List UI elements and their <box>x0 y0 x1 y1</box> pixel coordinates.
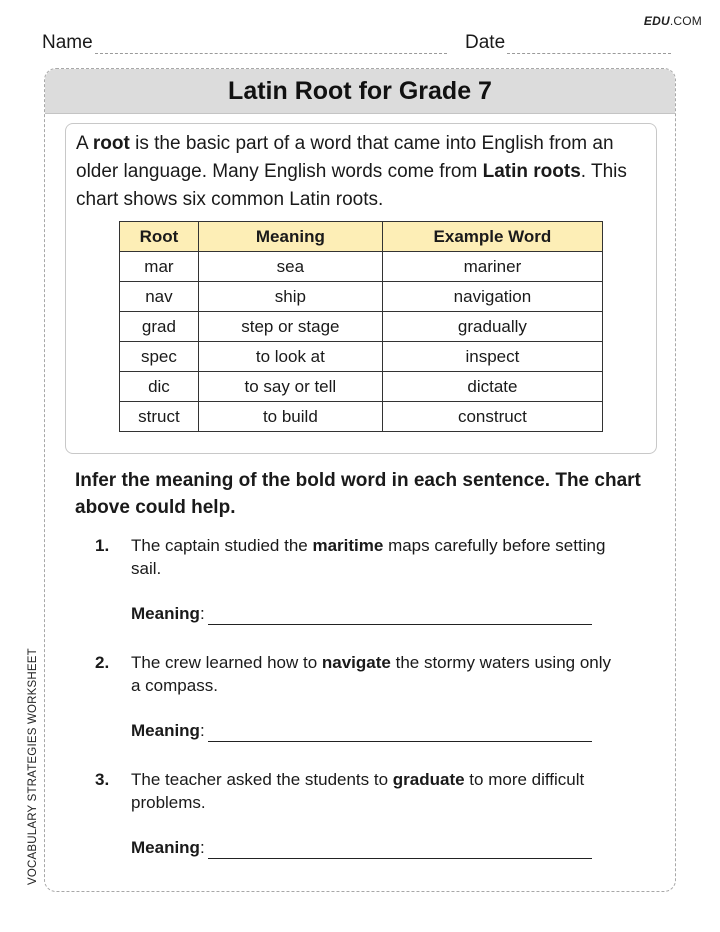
question-number: 1. <box>95 536 110 555</box>
meaning-label: Meaning <box>131 604 200 623</box>
table-header-row <box>120 222 603 252</box>
table-cell: mar <box>120 252 199 282</box>
side-label: VOCABULARY STRATEGIES WORKSHEET <box>27 648 39 885</box>
table-cell: to look at <box>198 342 382 372</box>
worksheet-card <box>44 68 676 892</box>
header-fields <box>42 32 676 56</box>
bold-root: root <box>92 133 130 154</box>
info-box <box>65 123 657 454</box>
instructions: Infer the meaning of the bold word in each sentence. The chart above could help. <box>75 470 641 518</box>
column-header: Example Word <box>382 222 602 252</box>
date-line[interactable] <box>507 35 671 54</box>
column-header: Meaning <box>198 222 382 252</box>
table-cell: mariner <box>382 252 602 282</box>
bold-latin-roots: Latin roots <box>482 161 581 182</box>
latin-roots-table <box>119 221 603 432</box>
answer-line[interactable] <box>208 722 592 742</box>
meaning-answer[interactable]: Meaning : <box>131 836 592 859</box>
date-label: Date <box>465 32 506 53</box>
logo-suffix: .COM <box>669 14 702 28</box>
column-header: Root <box>120 222 199 252</box>
table-cell: sea <box>198 252 382 282</box>
meaning-answer[interactable]: Meaning : <box>131 719 592 742</box>
meaning-label: Meaning <box>131 838 200 857</box>
table-cell: gradually <box>382 312 602 342</box>
question-number: 3. <box>95 770 110 789</box>
table-row <box>120 372 603 402</box>
name-line[interactable] <box>95 35 447 54</box>
question-text: The crew learned how to navigate the stormy waters using only a compass. <box>131 653 612 695</box>
logo-brand: EDU <box>643 14 670 28</box>
name-field[interactable] <box>42 32 447 54</box>
meaning-label: Meaning <box>131 721 200 740</box>
meaning-answer[interactable]: Meaning : <box>131 602 592 625</box>
question-text: The captain studied the maritime maps carefully before setting sail. <box>131 536 606 578</box>
table-cell: to say or tell <box>198 372 382 402</box>
table-cell: dic <box>120 372 199 402</box>
table-cell: ship <box>198 282 382 312</box>
table-cell: construct <box>382 402 602 432</box>
table-cell: struct <box>120 402 199 432</box>
table-row <box>120 312 603 342</box>
table-cell: step or stage <box>198 312 382 342</box>
table-cell: inspect <box>382 342 602 372</box>
table-cell: nav <box>120 282 199 312</box>
question-number: 2. <box>95 653 110 672</box>
edu-logo <box>644 14 702 28</box>
bold-word: maritime <box>312 536 384 555</box>
table-cell: dictate <box>382 372 602 402</box>
table-cell: to build <box>198 402 382 432</box>
table-cell: spec <box>120 342 199 372</box>
name-label: Name <box>42 32 93 53</box>
table-row <box>120 282 603 312</box>
worksheet-title: Latin Root for Grade 7 <box>45 69 675 114</box>
table-cell: grad <box>120 312 199 342</box>
answer-line[interactable] <box>208 839 592 859</box>
date-field[interactable] <box>465 32 671 54</box>
table-row <box>120 402 603 432</box>
question-text: The teacher asked the students to graduate to more difficult problems. <box>131 770 585 812</box>
bold-word: navigate <box>321 653 391 672</box>
table-row <box>120 342 603 372</box>
bold-word: graduate <box>392 770 465 789</box>
table-row <box>120 252 603 282</box>
intro-text: A root is the basic part of a word that came into English from an older language. Many English words come from Latin roots. This chart shows six common Latin roots. <box>76 133 627 210</box>
table-cell: navigation <box>382 282 602 312</box>
answer-line[interactable] <box>208 605 592 625</box>
